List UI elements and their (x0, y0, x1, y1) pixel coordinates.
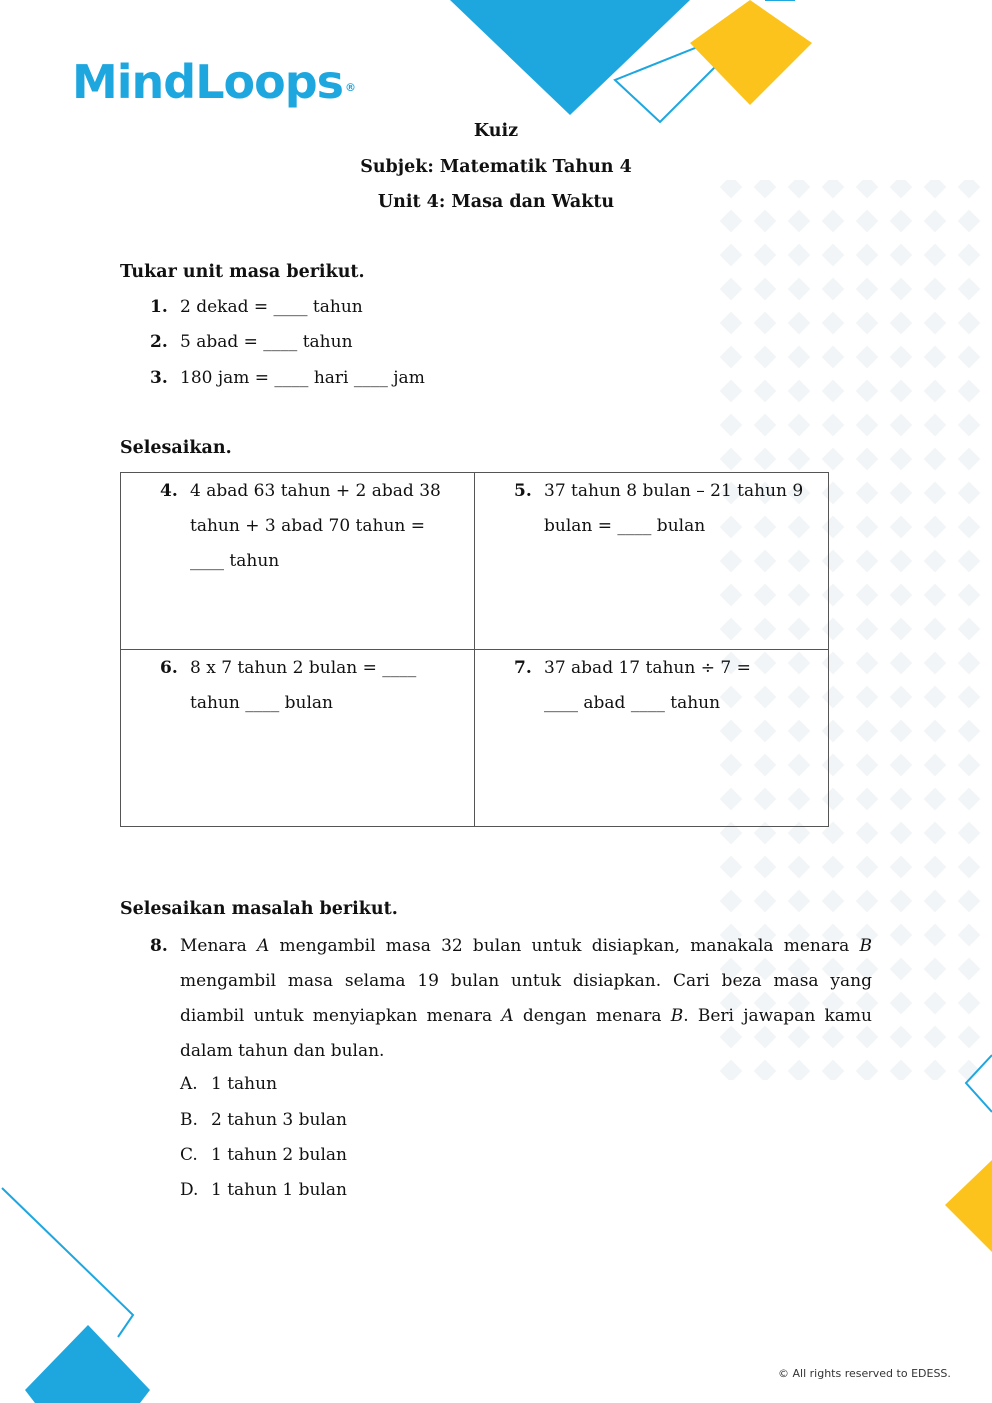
grid-cell-4 (121, 473, 475, 650)
logo-text: MindLoops (72, 55, 344, 109)
yellow-diamond-right (945, 1160, 992, 1252)
copyright-notice: © All rights reserved to EDESS. (778, 1367, 951, 1380)
yellow-diamond-top (690, 0, 812, 105)
subject-line: Subjek: Matematik Tahun 4 (360, 157, 632, 177)
question-text: 8 x 7 tahun 2 bulan = ____ tahun ____ bulan (190, 658, 417, 713)
section-heading-problem: Selesaikan masalah berikut. (120, 899, 398, 919)
unit-line: Unit 4: Masa dan Waktu (377, 192, 615, 212)
question-text: 4 abad 63 tahun + 2 abad 38 tahun + 3 abad 70 tahun = ____ tahun (190, 481, 441, 571)
question-text: 37 tahun 8 bulan – 21 tahun 9 bulan = ____ bulan (544, 481, 804, 536)
grid-cell-6 (121, 650, 475, 827)
blue-diamond-bottom-left (25, 1325, 150, 1403)
mindloops-logo (72, 56, 355, 108)
question-text: 2 dekad = ____ tahun (180, 297, 363, 317)
option-a (180, 1074, 277, 1094)
question-number: 8. (150, 936, 168, 956)
grid-cell-7 (475, 650, 829, 827)
outline-diamond-bottom-left (2, 1188, 133, 1337)
option-text: 1 tahun 2 bulan (211, 1145, 348, 1165)
option-text: 1 tahun 1 bulan (211, 1180, 348, 1200)
option-letter: C. (180, 1145, 198, 1165)
question-2 (150, 332, 353, 352)
section-heading-solve: Selesaikan. (120, 438, 232, 458)
question-number: 4. (160, 481, 178, 501)
option-c (180, 1145, 347, 1165)
question-8-text: Menara A mengambil masa 32 bulan untuk disiapkan, manakala menara B mengambil masa selama 19 bulan untuk disiapkan. Cari beza masa yang diambil untuk menyiapkan menara A dengan menara B. Beri jawapan kamu dalam tahun dan bulan. (180, 936, 872, 1061)
question-number: 7. (514, 658, 532, 678)
registered-mark: ® (345, 81, 356, 94)
option-letter: A. (180, 1074, 198, 1094)
question-number: 1. (150, 297, 168, 317)
question-text: 180 jam = ____ hari ____ jam (180, 368, 425, 388)
question-text: 5 abad = ____ tahun (180, 332, 353, 352)
question-number: 3. (150, 368, 168, 388)
option-d (180, 1180, 347, 1200)
quiz-title: Kuiz (473, 121, 519, 141)
question-number: 6. (160, 658, 178, 678)
option-text: 2 tahun 3 bulan (211, 1110, 348, 1130)
question-3 (150, 368, 425, 388)
option-b (180, 1110, 347, 1130)
option-letter: D. (180, 1180, 199, 1200)
grid-cell-5 (475, 473, 829, 650)
section-heading-convert: Tukar unit masa berikut. (120, 262, 365, 282)
question-number: 2. (150, 332, 168, 352)
question-1 (150, 297, 363, 317)
option-letter: B. (180, 1110, 198, 1130)
question-number: 5. (514, 481, 532, 501)
option-text: 1 tahun (211, 1074, 278, 1094)
blue-diamond-top (450, 0, 690, 115)
question-text: 37 abad 17 tahun ÷ 7 = ____ abad ____ tahun (544, 658, 751, 713)
question-grid (120, 472, 829, 827)
